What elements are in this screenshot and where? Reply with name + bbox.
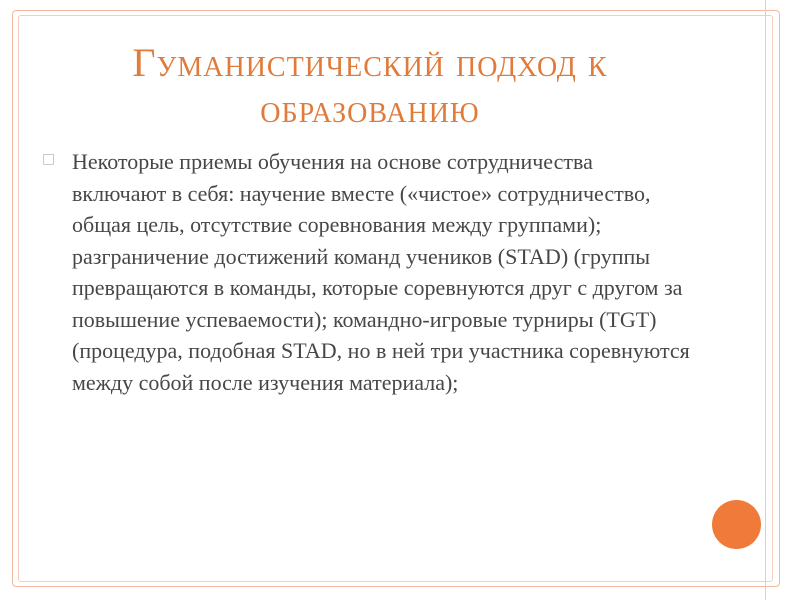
bullet-icon: □ <box>42 151 56 167</box>
bullet-text: Некоторые приемы обучения на основе сотрудничества включают в себя: научение вместе («чистое» сотрудничество, общая цель, отсутствие соревнования между группами); разграничение достижений команд учеников (STAD) (группы превращаются в команды, которые соревнуются друг с другом за повышение успеваемости); командно-игровые турниры (TGT) (процедура, подобная STAD, но в ней три участника соревнуются между собой после изучения материала); <box>72 149 690 395</box>
decorative-circle <box>712 500 761 549</box>
slide-side-line <box>765 0 766 600</box>
slide-title: Гуманистический подход к образованию <box>132 40 608 131</box>
